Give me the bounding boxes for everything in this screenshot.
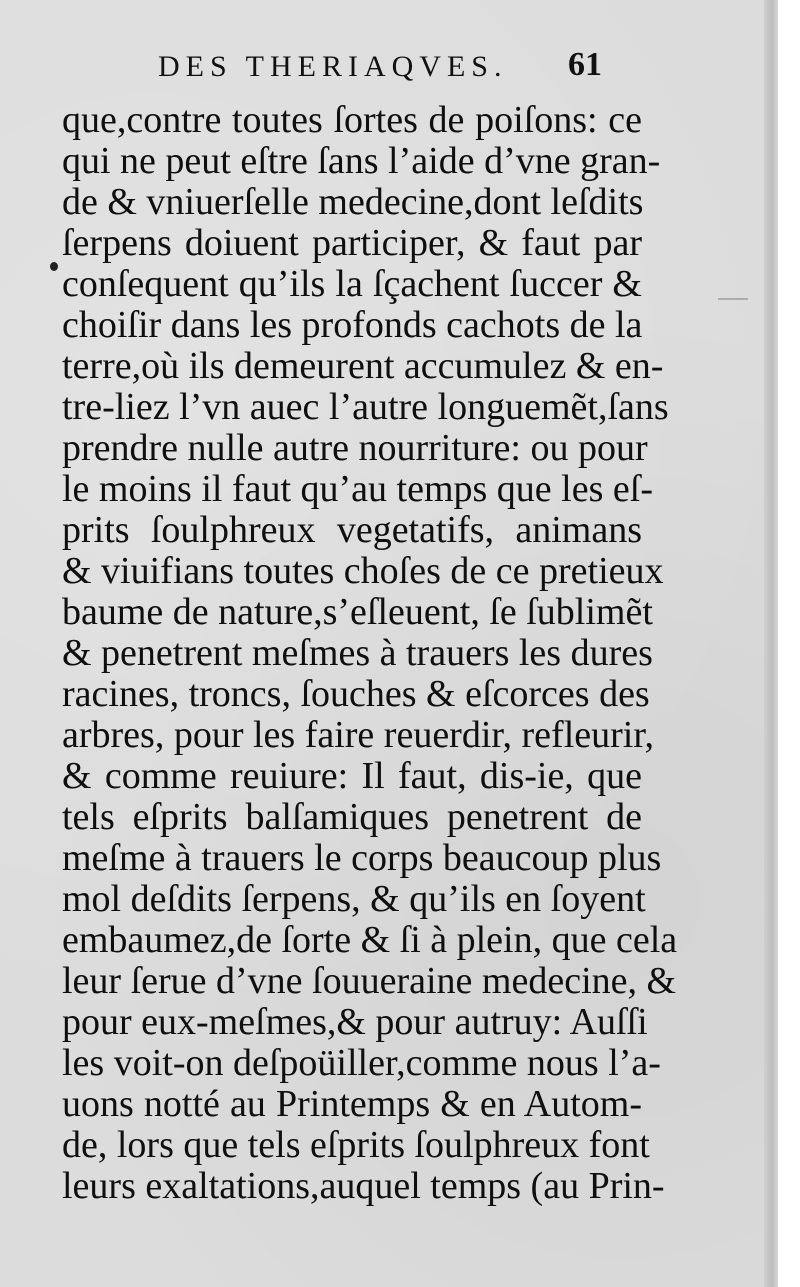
text-line: choiſir dans les profonds cachots de la	[62, 304, 643, 346]
text-line: ſerpens doiuent participer, & faut par	[62, 222, 642, 264]
text-line: & comme reuiure: Il faut, dis-ie, que	[62, 755, 642, 797]
text-line: mol deſdits ſerpens, & qu’ils en ſoyent	[62, 878, 646, 920]
running-head-title: DES THERIAQVES.	[158, 50, 508, 83]
text-line: leur ſerue d’vne ſouueraine medecine, &	[62, 960, 677, 1002]
text-line: embaumez,de ſorte & ſi à plein, que cela	[62, 919, 678, 961]
text-line: baume de nature,s’eſleuent, ſe ſublimẽt	[62, 591, 653, 633]
text-line: qui ne peut eſtre ſans l’aide d’vne gran-	[62, 140, 661, 182]
text-line: que,contre toutes ſortes de poiſons: ce	[62, 99, 642, 141]
text-line: & viuifians toutes choſes de ce pretieux	[62, 550, 664, 592]
text-line: & penetrent meſmes à trauers les dures	[62, 632, 653, 674]
page-edge-shadow	[764, 0, 778, 1287]
page-number: 61	[568, 46, 602, 83]
body-text	[62, 99, 678, 1207]
text-line: prits ſoulphreux vegetatifs, animans	[62, 509, 642, 551]
text-line: le moins il faut qu’au temps que les eſ-	[62, 468, 653, 510]
text-line: uons notté au Printemps & en Autom-	[62, 1083, 642, 1125]
text-line: de, lors que tels eſprits ſoulphreux font	[62, 1124, 650, 1166]
ink-blot	[50, 262, 58, 271]
text-line: tre-liez l’vn auec l’autre longuemẽt,ſans	[62, 386, 669, 428]
text-line: meſme à trauers le corps beaucoup plus	[62, 837, 662, 879]
running-head	[158, 46, 618, 90]
stray-mark	[718, 298, 748, 300]
text-line: terre,où ils demeurent accumulez & en-	[62, 345, 664, 387]
text-line: les voit-on deſpoüiller,comme nous l’a-	[62, 1042, 661, 1084]
text-line: de & vniuerſelle medecine,dont leſdits	[62, 181, 644, 223]
text-line: arbres, pour les faire reuerdir, refleurir,	[62, 714, 654, 756]
text-line: tels eſprits balſamiques penetrent de	[62, 796, 642, 838]
text-line: leurs exaltations,auquel temps (au Prin-	[62, 1165, 665, 1207]
text-line: prendre nulle autre nourriture: ou pour	[62, 427, 648, 469]
text-line: racines, troncs, ſouches & eſcorces des	[62, 673, 650, 715]
text-line: pour eux-meſmes,& pour autruy: Auſſi	[62, 1001, 648, 1043]
text-line: conſequent qu’ils la ſçachent ſuccer &	[62, 263, 642, 305]
